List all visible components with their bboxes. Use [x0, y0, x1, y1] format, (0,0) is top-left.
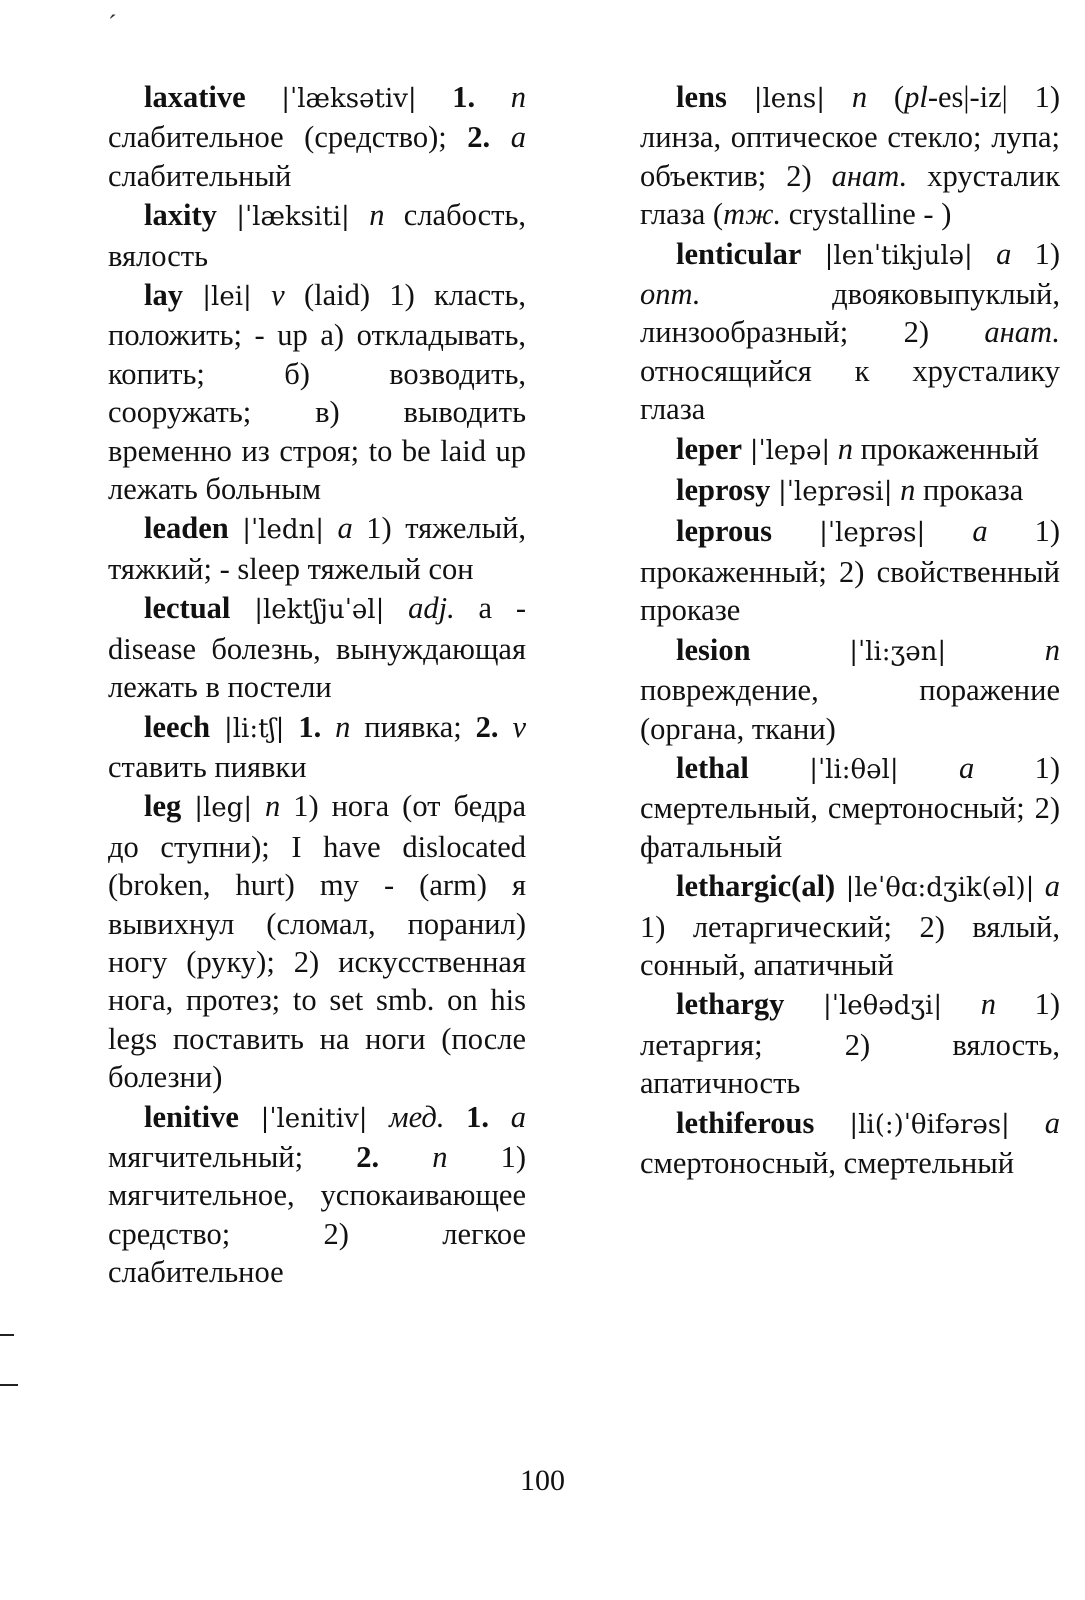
grammar-label: a: [510, 120, 526, 155]
grammar-label: pl: [904, 80, 928, 114]
definition-text: относящийся к хрусталику глаза: [640, 353, 1060, 427]
grammar-label: a: [959, 750, 975, 785]
dictionary-entry: [640, 749, 1060, 866]
headword: lethargy: [676, 987, 785, 1022]
sense-number: 2.: [356, 1139, 380, 1174]
pronunciation: |lens|: [753, 84, 825, 114]
definition-text: [181, 789, 194, 823]
definition-text: [899, 751, 959, 785]
sense-number: 1.: [298, 709, 322, 744]
grammar-label: a: [972, 514, 988, 549]
definition-text: (laid) 1) класть, положить; - up а) откладывать, копить; б) возводить, сооружать; в) выводить временно из строя; to be laid up лежать больным: [108, 278, 526, 507]
definition-text: [499, 710, 513, 744]
pronunciation: |ˈlepə|: [749, 435, 831, 466]
headword: laxative: [144, 80, 246, 114]
headword: lectual: [144, 591, 231, 626]
headword: lethargic(al): [676, 869, 836, 904]
definition-text: повреждение, поражение (органа, ткани): [640, 673, 1060, 746]
grammar-label: тж.: [723, 197, 782, 232]
definition-text: [324, 511, 338, 545]
definition-text: [229, 511, 243, 545]
definition-text: [379, 1140, 432, 1174]
grammar-label: n: [432, 1139, 448, 1174]
definition-text: 1) смертельный, смертоносный; 2) фатальный: [640, 750, 1061, 864]
definition-text: двояковыпуклый, линзообразный; 2): [640, 277, 1060, 350]
definition-text: [284, 710, 298, 744]
definition-text: [417, 80, 453, 114]
definition-text: смертоносный, смертельный: [640, 1145, 1015, 1180]
grammar-label: n: [1044, 632, 1061, 667]
grammar-label: adj.: [408, 591, 455, 626]
sense-number: 2.: [467, 120, 491, 155]
headword: lethiferous: [676, 1105, 815, 1140]
grammar-label: a: [1044, 869, 1060, 904]
definition-text: [946, 633, 1045, 667]
definition-text: [835, 869, 845, 903]
left-column: [108, 78, 526, 1293]
grammar-label: a: [1044, 1105, 1061, 1140]
pronunciation: |ˈli:ʒən|: [849, 636, 947, 667]
definition-text: хрусталик глаза (: [640, 158, 1060, 232]
sense-number: 1.: [452, 80, 476, 114]
headword: leech: [144, 709, 211, 744]
definition-text: ставить пиявки: [108, 749, 307, 784]
definition-text: [727, 80, 754, 114]
dictionary-entry: [108, 196, 526, 275]
pronunciation: |ˈledn|: [242, 515, 325, 546]
definition-text: [217, 198, 236, 232]
headword: leprosy: [676, 473, 771, 508]
grammar-label: a: [337, 511, 353, 546]
grammar-label: v: [271, 278, 285, 313]
definition-text: [321, 710, 335, 744]
dictionary-entry: [108, 1098, 526, 1292]
definition-text: [742, 432, 750, 466]
grammar-label: анат.: [831, 158, 908, 193]
definition-text: [1034, 869, 1044, 903]
dictionary-entry: [108, 787, 526, 1096]
headword: lenitive: [144, 1099, 239, 1134]
pronunciation: |ˈlæksiti|: [236, 202, 350, 233]
pronunciation: |ˈleprəsi|: [777, 477, 893, 508]
definition-text: [444, 1100, 466, 1134]
definition-text: [1010, 1106, 1045, 1140]
definition-text: [350, 198, 369, 232]
definition-text: [252, 278, 271, 312]
grammar-label: n: [900, 473, 916, 508]
dictionary-entry: [108, 78, 526, 195]
dictionary-entry: [108, 509, 526, 588]
definition-text: crystalline - ): [781, 197, 952, 232]
definition-text: 1) прокаженный; 2) свойственный проказе: [640, 514, 1061, 628]
grammar-label: v: [512, 709, 526, 744]
definition-text: [749, 751, 809, 785]
sense-number: 2.: [475, 709, 499, 744]
pronunciation: |leˈθɑ:dʒik(əl)|: [845, 873, 1035, 904]
definition-text: [814, 1106, 849, 1140]
definition-text: a - disease болезнь, вынуждающая лежать в постели: [108, 591, 527, 705]
definition-text: [230, 591, 254, 625]
sense-number: 1.: [466, 1099, 490, 1134]
scan-artifact-mark: ˊ: [108, 10, 117, 39]
definition-text: [942, 987, 981, 1021]
dictionary-entry: [640, 78, 1060, 234]
dictionary-entry: [108, 276, 526, 508]
headword: leper: [676, 431, 743, 466]
definition-text: [239, 1100, 261, 1134]
definition-text: [925, 514, 972, 548]
definition-text: [367, 1100, 389, 1134]
dictionary-entry: [640, 430, 1060, 470]
definition-text: (: [867, 80, 905, 114]
headword: lens: [676, 80, 727, 114]
pronunciation: |ˈleprəs|: [819, 518, 926, 549]
definition-text: [784, 987, 823, 1021]
definition-text: прокаженный: [852, 431, 1039, 466]
definition-text: [384, 591, 408, 625]
headword: lethal: [676, 750, 749, 785]
grammar-label: n: [335, 709, 351, 744]
definition-text: слабительный: [108, 158, 292, 193]
definition-text: слабительное (средство);: [108, 120, 468, 155]
dictionary-entry: [640, 867, 1060, 984]
grammar-label: анат.: [984, 315, 1060, 350]
pronunciation: |ˈli:θəl|: [809, 754, 899, 785]
dictionary-entry: [108, 589, 526, 706]
headword: leaden: [144, 511, 229, 546]
dictionary-entry: [640, 1104, 1060, 1183]
definition-text: слабость, вялость: [108, 198, 527, 273]
definition-text: [489, 1100, 511, 1134]
headword: leg: [144, 789, 182, 824]
right-column: [640, 78, 1060, 1183]
pronunciation: |li:tʃ|: [223, 713, 285, 744]
grammar-label: n: [851, 80, 868, 114]
headword: laxity: [144, 198, 217, 233]
definition-text: [772, 514, 819, 548]
pronunciation: |lektʃjuˈəl|: [254, 595, 385, 626]
pronunciation: |leg|: [194, 793, 253, 824]
definition-text: [770, 473, 778, 507]
definition-text: 1) летаргия; 2) вялость, апатичность: [640, 987, 1060, 1101]
grammar-label: n: [510, 80, 527, 114]
dictionary-entry: [640, 512, 1060, 629]
definition-text: 1) нога (от бедра до ступни); I have dislocated (broken, hurt) my - (arm) я вывихнул (сломал, поранил) ногу (руку); 2) искусственная нога, протез; to set smb. on his legs поставить на ноги (после болезни): [108, 789, 527, 1095]
definition-text: [801, 237, 824, 271]
definition-text: [183, 278, 202, 312]
grammar-label: мед.: [389, 1099, 445, 1134]
definition-text: [210, 710, 224, 744]
headword: lesion: [676, 632, 751, 667]
headword: lenticular: [676, 236, 802, 271]
grammar-label: n: [369, 198, 385, 233]
pronunciation: |ˈlæksətiv|: [281, 84, 417, 114]
pronunciation: |li(:)ˈθifərəs|: [849, 1109, 1010, 1140]
definition-text: пиявка;: [350, 709, 476, 744]
dictionary-entry: [108, 708, 526, 787]
definition-text: [973, 237, 996, 271]
grammar-label: n: [265, 789, 281, 824]
headword: leprous: [676, 514, 773, 549]
dictionary-entry: [640, 471, 1060, 511]
grammar-label: a: [510, 1099, 526, 1134]
pronunciation: |lei|: [202, 282, 252, 313]
definition-text: 1): [1011, 236, 1060, 271]
definition-text: [830, 432, 838, 466]
headword: lay: [144, 278, 183, 313]
page-number: 100: [520, 1464, 565, 1497]
definition-text: [892, 473, 900, 507]
definition-text: мягчительный;: [108, 1139, 357, 1174]
dictionary-entry: [640, 235, 1060, 429]
definition-text: [246, 80, 282, 114]
scan-edge-mark: [0, 1384, 18, 1386]
pronunciation: |ˈleθədʒi|: [823, 991, 943, 1022]
dictionary-entry: [640, 631, 1060, 748]
definition-text: -es|-iz| 1) линза, оптическое стекло; лупа; объектив; 2): [640, 80, 1061, 193]
pronunciation: |ˈlenitiv|: [260, 1103, 368, 1134]
definition-text: 1) мягчительное, успокаивающее средство; 2) легкое слабительное: [108, 1139, 527, 1290]
definition-text: [475, 80, 511, 114]
grammar-label: n: [837, 431, 853, 466]
scan-edge-mark: [0, 1334, 14, 1336]
dictionary-entry: [640, 985, 1060, 1102]
definition-text: [490, 120, 511, 154]
grammar-label: n: [980, 987, 996, 1022]
definition-text: [252, 789, 265, 823]
grammar-label: a: [996, 236, 1012, 271]
grammar-label: опт.: [640, 277, 701, 312]
definition-text: [825, 80, 852, 114]
definition-text: проказа: [915, 473, 1024, 508]
definition-text: [751, 633, 850, 667]
pronunciation: |lenˈtikjulə|: [824, 240, 973, 271]
definition-text: 1) летаргический; 2) вялый, сонный, апатичный: [640, 909, 1060, 982]
definition-text: 1) тяжелый, тяжкий; - sleep тяжелый сон: [108, 511, 527, 586]
